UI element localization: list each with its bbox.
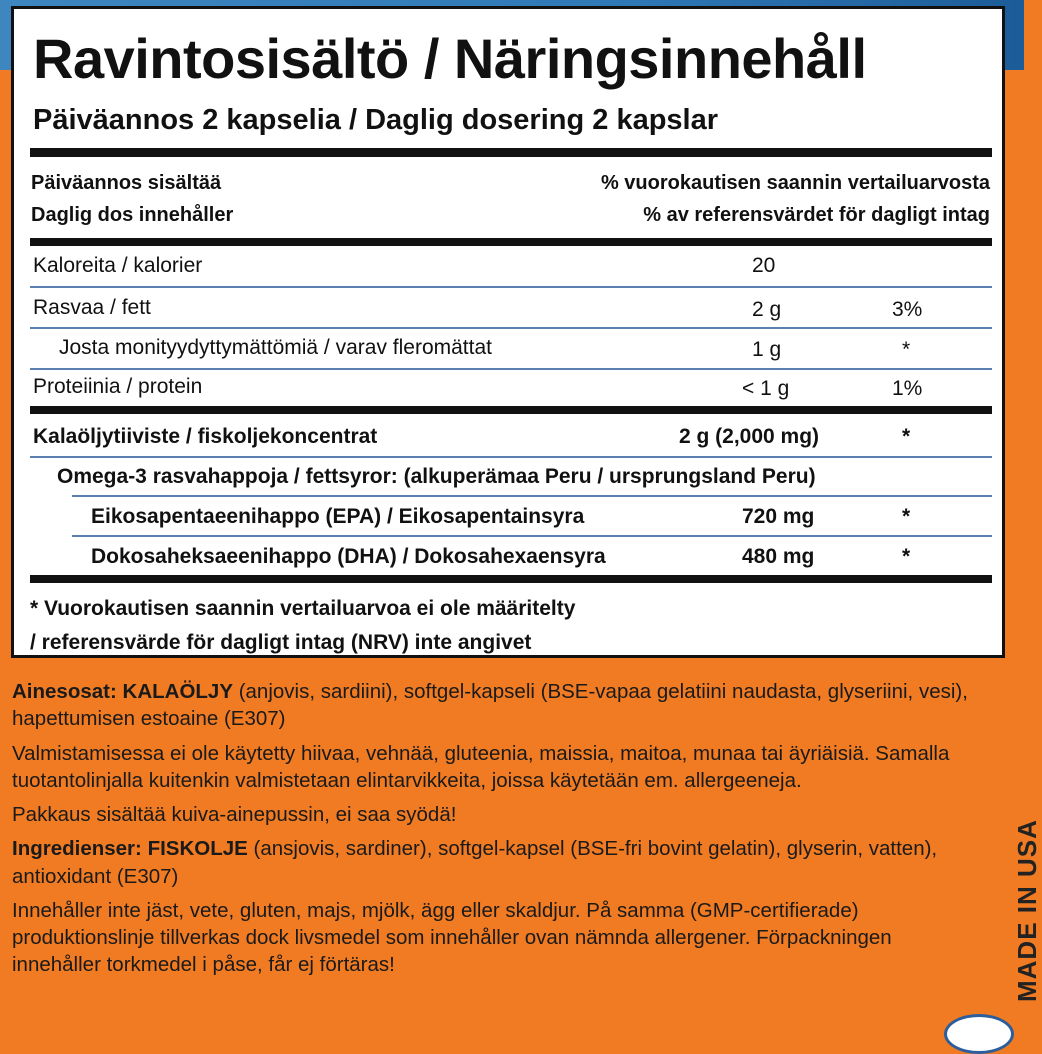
sv-ingredients-label: Ingredienser: [12, 837, 142, 861]
row-epa-amount: 720 mg [742, 505, 815, 528]
row-omega3-label: Omega-3 rasvahappoja / fettsyror: (alkuperämaa Peru / ursprungsland Peru) [57, 465, 816, 488]
row-dha-pct: * [902, 545, 911, 568]
row-divider [72, 535, 992, 537]
made-in-usa-label: MADE IN USA [1012, 819, 1042, 1002]
fi-allergens-paragraph: Valmistamisessa ei ole käytetty hiivaa, vehnää, gluteenia, maissia, maitoa, munaa tai äyriäisiä. Samalla tuotantolinjalla kuitenkin valmistetaan elintarvikkeita, joissa käytetään em. allergeeneja. [12, 741, 950, 792]
row-protein-label: Proteiinia / protein [33, 375, 203, 398]
row-dha-amount: 480 mg [742, 545, 815, 568]
panel-title: Ravintosisältö / Näringsinnehåll [33, 27, 867, 90]
nutrition-facts-panel [11, 6, 1005, 658]
row-divider [30, 456, 992, 458]
row-fish-oil-pct: * [902, 425, 911, 448]
row-fat-label: Rasvaa / fett [33, 296, 151, 319]
sv-ingredients-text: (ansjovis, sardiner), softgel-kapsel (BSE-fri bovint gelatin), glyserin, vatten), antioxidant (E307) [12, 837, 938, 888]
ingredients-section [12, 678, 972, 986]
header-left-line1: Päiväannos sisältää [31, 172, 222, 194]
thick-divider-top [30, 148, 992, 157]
sv-allergens-paragraph: Innehåller inte jäst, vete, gluten, majs, mjölk, ägg eller skaldjur. På samma (GMP-certifierade) produktionslinje tillverkas dock livsmedel som innehåller ovan nämnda allergener. Förpackningen innehåller torkmedel i påse, får ej förtäras! [12, 898, 892, 977]
sv-ingredients-highlight: FISKOLJE [147, 837, 248, 861]
row-epa-pct: * [902, 505, 911, 528]
footnote-line1: * Vuorokautisen saannin vertailuarvoa ei ole määritelty [30, 597, 576, 620]
fi-package-paragraph: Pakkaus sisältää kuiva-ainepussin, ei saa syödä! [12, 803, 457, 826]
row-protein-amount: < 1 g [742, 377, 790, 400]
fi-ingredients-text: (anjovis, sardiini), softgel-kapseli (BSE-vapaa gelatiini naudasta, glyseriini, vesi), hapettumisen estoaine (E307) [12, 680, 968, 731]
row-divider [30, 327, 992, 329]
fi-ingredients-paragraph [12, 678, 972, 733]
row-divider [30, 368, 992, 370]
header-left-line2: Daglig dos innehåller [31, 204, 234, 226]
row-epa-label: Eikosapentaeenihappo (EPA) / Eikosapentainsyra [91, 505, 585, 528]
row-divider [72, 495, 992, 497]
footnote-line2: / referensvärde för dagligt intag (NRV) inte angivet [30, 631, 532, 654]
row-calories-amount: 20 [752, 254, 776, 277]
row-fat-pct: 3% [892, 298, 923, 321]
row-protein-pct: 1% [892, 377, 923, 400]
row-divider [30, 286, 992, 288]
thick-divider-middle [30, 406, 992, 414]
fi-ingredients-highlight: KALAÖLJY [122, 680, 233, 703]
header-right-line2: % av referensvärdet för dagligt intag [643, 204, 990, 226]
row-fish-oil-amount: 2 g (2,000 mg) [679, 425, 820, 448]
panel-subtitle: Päiväannos 2 kapselia / Daglig dosering 2 kapslar [33, 104, 719, 136]
row-fish-oil-label: Kalaöljytiiviste / fiskoljekoncentrat [33, 425, 378, 448]
row-dha-label: Dokosaheksaeenihappo (DHA) / Dokosahexaensyra [91, 545, 606, 568]
seal-badge-icon [944, 1014, 1014, 1054]
row-polyunsaturated-pct: * [902, 338, 911, 361]
header-right-line1: % vuorokautisen saannin vertailuarvosta [600, 172, 990, 194]
row-polyunsaturated-amount: 1 g [752, 338, 782, 361]
row-polyunsaturated-label: Josta monityydyttymättömiä / varav fleromättat [59, 336, 492, 359]
thick-divider-bottom [30, 575, 992, 583]
sv-ingredients-paragraph [12, 835, 972, 890]
thick-divider-header [30, 238, 992, 246]
row-calories-label: Kaloreita / kalorier [33, 254, 203, 277]
row-fat-amount: 2 g [752, 298, 782, 321]
fi-ingredients-label: Ainesosat: [12, 680, 117, 703]
